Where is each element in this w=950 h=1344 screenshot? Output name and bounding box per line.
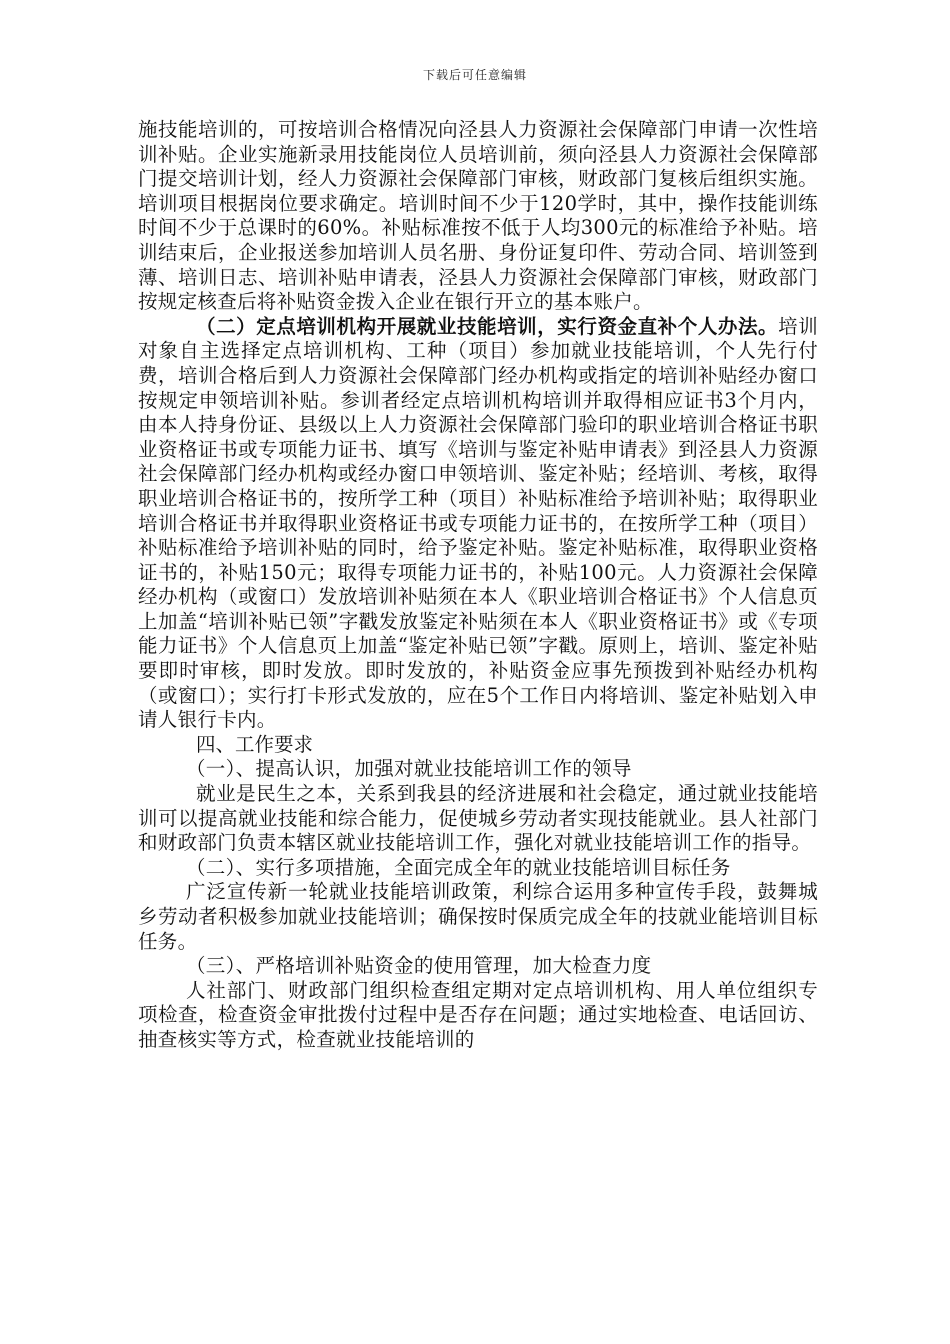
heading-designated-institutions: （二）定点培训机构开展就业技能培训，实行资金直补个人办法。	[196, 314, 779, 338]
subheading-measures: （二）、实行多项措施，全面完成全年的就业技能培训目标任务	[186, 855, 731, 879]
subheading-leadership: （一）、提高认识，加强对就业技能培训工作的领导	[186, 757, 632, 781]
paragraph-designated-institutions	[138, 315, 818, 733]
paragraph-leadership: 就业是民生之本，关系到我县的经济进展和社会稳定，通过就业技能培训可以提高就业技能和综合能力，促使城乡劳动者实现技能就业。县人社部门和财政部门负责本辖区就业技能培训工作，强化对就业技能培训工作的指导。	[138, 782, 818, 855]
paragraph-enterprise-training: 施技能培训的，可按培训合格情况向泾县人力资源社会保障部门申请一次性培训补贴。企业实施新录用技能岗位人员培训前，须向泾县人力资源社会保障部门提交培训计划，经人力资源社会保障部门审核，财政部门复核后组织实施。培训项目根据岗位要求确定。培训时间不少于120学时，其中，操作技能训练时间不少于总课时的60%。补贴标准按不低于人均300元的标准给予补贴。培训结束后，企业报送参加培训人员名册、身份证复印件、劳动合同、培训签到薄、培训日志、培训补贴申请表，泾县人力资源社会保障部门审核，财政部门按规定核查后将补贴资金拨入企业在银行开立的基本账户。	[138, 118, 818, 314]
page-header-note: 下载后可任意编辑	[422, 68, 527, 82]
paragraph-designated-institutions-body: 培训对象自主选择定点培训机构、工种（项目）参加就业技能培训，个人先行付费，培训合格后到人力资源社会保障部门经办机构或指定的培训补贴经办窗口按规定申领培训补贴。参训者经定点培训机构培训并取得相应证书3个月内，由本人持身份证、县级以上人力资源社会保障部门验印的职业培训合格证书职业资格证书或专项能力证书、填写《培训与鉴定补贴申请表》到泾县人力资源社会保障部门经办机构或经办窗口申领培训、鉴定补贴；经培训、考核，取得职业培训合格证书的，按所学工种（项目）补贴标准给予培训补贴；取得职业培训合格证书并取得职业资格证书或专项能力证书的，在按所学工种（项目）补贴标准给予培训补贴的同时，给予鉴定补贴。鉴定补贴标准，取得职业资格证书的，补贴150元；取得专项能力证书的，补贴100元。人力资源社会保障经办机构（或窗口）发放培训补贴须在本人《职业培训合格证书》个人信息页上加盖“培训补贴已领”字戳发放鉴定补贴须在本人《职业资格证书》或《专项能力证书》个人信息页上加盖“鉴定补贴已领”字戳。原则上，培训、鉴定补贴要即时审核，即时发放。即时发放的，补贴资金应事先预拨到补贴经办机构（或窗口）；实行打卡形式发放的，应在5个工作日内将培训、鉴定补贴划入申请人银行卡内。	[138, 314, 818, 732]
paragraph-fund-management: 人社部门、财政部门组织检查组定期对定点培训机构、用人单位组织专项检查，检查资金审批拨付过程中是否存在问题；通过实地检查、电话回访、抽查核实等方式，检查就业技能培训的	[138, 978, 818, 1051]
section-heading-work-requirements: 四、工作要求	[196, 732, 314, 756]
subheading-fund-management: （三）、严格培训补贴资金的使用管理，加大检查力度	[186, 954, 652, 978]
paragraph-measures: 广泛宣传新一轮就业技能培训政策，利综合运用多种宣传手段，鼓舞城乡劳动者积极参加就业技能培训；确保按时保质完成全年的技就业能培训目标任务。	[138, 880, 818, 953]
document-body	[138, 118, 818, 1053]
